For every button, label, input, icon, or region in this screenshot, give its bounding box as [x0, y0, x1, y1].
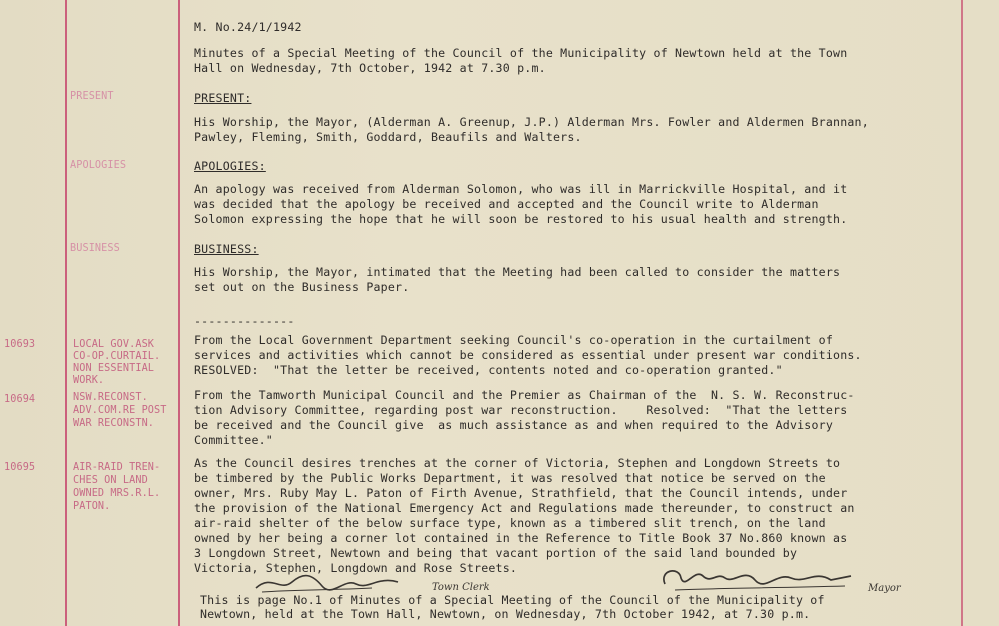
mayor-signature [655, 562, 855, 596]
margin-present: PRESENT [70, 91, 114, 102]
apologies-line-3: Solomon expressing the hope that he will soon be restored to his usual health and strength. [194, 212, 848, 226]
footer-line-2: Newtown, held at the Town Hall, Newtown, on Wednesday, 7th October 1942, at 7.30 p.m. [200, 607, 811, 621]
business-line-2: set out on the Business Paper. [194, 280, 410, 294]
item-text-line: owner, Mrs. Ruby May L. Paton of Firth Avenue, Strathfield, that the Council intends, under [194, 486, 848, 500]
item-text-line: Victoria, Stephen, Longdown and Rose Streets. [194, 561, 518, 575]
item-margin-note: CO-OP.CURTAIL. [73, 351, 161, 362]
item-margin-note: PATON. [73, 501, 111, 512]
item-text-line: be timbered by the Public Works Department, it was resolved that notice be served on the [194, 471, 826, 485]
item-margin-note: LOCAL GOV.ASK [73, 339, 155, 350]
item-text-line: services and activities which cannot be considered as essential under present war conditions. [194, 348, 862, 362]
footer-line-1: This is page No.1 of Minutes of a Special Meeting of the Council of the Municipality of [200, 593, 825, 607]
item-text-line: tion Advisory Committee, regarding post war reconstruction. Resolved: "That the letters [194, 403, 848, 417]
apologies-line-1: An apology was received from Alderman Solomon, who was ill in Marrickville Hospital, and it [194, 182, 848, 196]
apologies-line-2: was decided that the apology be received and accepted and the Council write to Alderman [194, 197, 819, 211]
item-text-line: be received and the Council give as much assistance as and when required to the Advisory [194, 418, 834, 432]
item-margin-note: AIR-RAID TREN- [73, 462, 161, 473]
margin-apologies: APOLOGIES [70, 160, 127, 171]
present-line-2: Pawley, Fleming, Smith, Goddard, Beaufils and Walters. [194, 130, 582, 144]
item-margin-note: OWNED MRS.R.L. [73, 488, 161, 499]
item-text-line: air-raid shelter of the below surface type, known as a timbered slit trench, on the land [194, 516, 826, 530]
item-margin-note: WAR RECONSTN. [73, 418, 155, 429]
item-text-line: From the Tamworth Municipal Council and the Premier as Chairman of the N. S. W. Reconstruc- [194, 388, 855, 402]
business-heading: BUSINESS: [194, 242, 259, 256]
item-text-line: the provision of the National Emergency Act and Regulations made thereunder, to construct an [194, 501, 855, 515]
minute-reference: M. No.24/1/1942 [194, 20, 302, 34]
item-margin-note: NON ESSENTIAL [73, 363, 155, 374]
item-number: 10693 [4, 339, 36, 350]
section-divider: -------------- [194, 314, 295, 328]
town-clerk-label: Town Clerk [432, 582, 490, 593]
right-margin-rule [178, 0, 180, 626]
item-margin-note: NSW.RECONST. [73, 392, 148, 403]
present-line-1: His Worship, the Mayor, (Alderman A. Greenup, J.P.) Alderman Mrs. Fowler and Aldermen Brannan, [194, 115, 869, 129]
mayor-label: Mayor [868, 583, 901, 594]
item-text-line: Committee." [194, 433, 273, 447]
item-text-line: RESOLVED: "That the letter be received, contents noted and co-operation granted." [194, 363, 783, 377]
item-number: 10694 [4, 394, 36, 405]
meeting-title-line-2: Hall on Wednesday, 7th October, 1942 at 7.30 p.m. [194, 61, 546, 75]
item-margin-note: ADV.COM.RE POST [73, 405, 167, 416]
item-number: 10695 [4, 462, 36, 473]
meeting-title-line-1: Minutes of a Special Meeting of the Council of the Municipality of Newtown held at the Town [194, 46, 848, 60]
item-text-line: From the Local Government Department seeking Council's co-operation in the curtailment of [194, 333, 834, 347]
page-edge-rule [961, 0, 963, 626]
item-text-line: 3 Longdown Street, Newtown and being that vacant portion of the said land bounded by [194, 546, 798, 560]
margin-business: BUSINESS [70, 243, 120, 254]
apologies-heading: APOLOGIES: [194, 159, 266, 173]
item-text-line: As the Council desires trenches at the corner of Victoria, Stephen and Longdown Streets to [194, 456, 841, 470]
item-text-line: owned by her being a corner lot contained in the Reference to Title Book 37 No.860 known as [194, 531, 848, 545]
present-heading: PRESENT: [194, 91, 252, 105]
business-line-1: His Worship, the Mayor, intimated that the Meeting had been called to consider the matters [194, 265, 841, 279]
item-margin-note: WORK. [73, 375, 105, 386]
left-margin-rule [65, 0, 67, 626]
item-margin-note: CHES ON LAND [73, 475, 148, 486]
